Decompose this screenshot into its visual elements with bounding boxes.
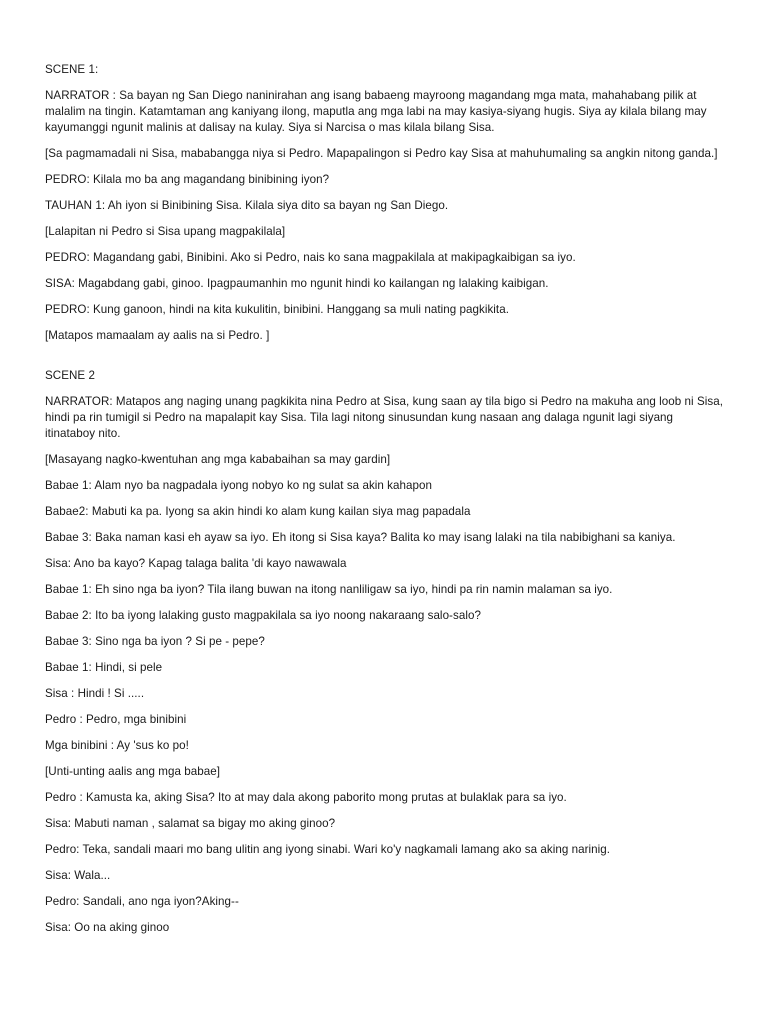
dialogue-line: Pedro: Teka, sandali maari mo bang ulitin ang iyong sinabi. Wari ko'y nagkamali lamang ako sa aking narinig. [45, 843, 611, 856]
scene-2 [45, 368, 725, 936]
dialogue-line: Pedro : Pedro, mga binibini [45, 713, 187, 726]
stage-direction: [Lalapitan ni Pedro si Sisa upang magpakilala] [45, 225, 286, 238]
dialogue-line: Sisa: Ano ba kayo? Kapag talaga balita 'di kayo nawawala [45, 557, 347, 570]
dialogue-line: Sisa: Mabuti naman , salamat sa bigay mo aking ginoo? [45, 817, 336, 830]
dialogue-line: PEDRO: Kung ganoon, hindi na kita kukulitin, binibini. Hanggang sa muli nating pagkikita. [45, 303, 509, 316]
dialogue-line: Babae 2: Ito ba iyong lalaking gusto magpakilala sa iyo noong nakaraang salo-salo? [45, 609, 481, 622]
dialogue-line: Mga binibini : Ay 'sus ko po! [45, 739, 189, 752]
stage-direction: [Sa pagmamadali ni Sisa, mababangga niya si Pedro. Mapapalingon si Pedro kay Sisa at mahuhumaling sa angkin nitong ganda.] [45, 147, 718, 160]
narrator-paragraph: NARRATOR : Sa bayan ng San Diego naninirahan ang isang babaeng mayroong magandang mga mata, mahahabang pilik at malalim na tingin. Katamtaman ang kaniyang ilong, maputla ang mga labi na may kasiya-siyang hugis. Siya ay kilala bilang may kayumanggi ngunit malinis at dalisay na kulay. Siya si Narcisa o mas kilala bilang Sisa. [45, 89, 707, 134]
dialogue-line: Pedro: Sandali, ano nga iyon?Aking-- [45, 895, 239, 908]
dialogue-line: Sisa: Oo na aking ginoo [45, 921, 170, 934]
scene-heading: SCENE 2 [45, 369, 95, 382]
dialogue-line: Sisa: Wala... [45, 869, 111, 882]
dialogue-line: Babae 1: Alam nyo ba nagpadala iyong nobyo ko ng sulat sa akin kahapon [45, 479, 433, 492]
dialogue-line: Babae 3: Sino nga ba iyon ? Si pe - pepe? [45, 635, 265, 648]
dialogue-line: Pedro : Kamusta ka, aking Sisa? Ito at may dala akong paborito mong prutas at bulaklak para sa iyo. [45, 791, 567, 804]
dialogue-line: SISA: Magabdang gabi, ginoo. Ipagpaumanhin mo ngunit hindi ko kailangan ng lalaking kaibigan. [45, 277, 549, 290]
scene-1 [45, 62, 725, 344]
dialogue-line: Babae 1: Hindi, si pele [45, 661, 163, 674]
dialogue-line: PEDRO: Kilala mo ba ang magandang binibining iyon? [45, 173, 330, 186]
dialogue-line: Babae 3: Baka naman kasi eh ayaw sa iyo. Eh itong si Sisa kaya? Balita ko may isang lalaki na tila nabibighani sa kaniya. [45, 531, 676, 544]
narrator-paragraph: NARRATOR: Matapos ang naging unang pagkikita nina Pedro at Sisa, kung saan ay tila bigo si Pedro na makuha ang loob ni Sisa, hindi pa rin tumigil si Pedro na mapalapit kay Sisa. Tila lagi nitong sinusundan kung nasaan ang dalaga ngunit lagi siyang itinataboy nito. [45, 395, 723, 440]
dialogue-line: Babae 1: Eh sino nga ba iyon? Tila ilang buwan na itong nanliligaw sa iyo, hindi pa rin namin malaman sa iyo. [45, 583, 613, 596]
dialogue-line: Babae2: Mabuti ka pa. Iyong sa akin hindi ko alam kung kailan siya mag papadala [45, 505, 471, 518]
document-content [45, 62, 725, 946]
stage-direction: [Unti-unting aalis ang mga babae] [45, 765, 221, 778]
dialogue-line: TAUHAN 1: Ah iyon si Binibining Sisa. Kilala siya dito sa bayan ng San Diego. [45, 199, 449, 212]
stage-direction: [Masayang nagko-kwentuhan ang mga kababaihan sa may gardin] [45, 453, 391, 466]
dialogue-line: Sisa : Hindi ! Si ..... [45, 687, 145, 700]
dialogue-line: PEDRO: Magandang gabi, Binibini. Ako si Pedro, nais ko sana magpakilala at makipagkaibigan sa iyo. [45, 251, 576, 264]
stage-direction: [Matapos mamaalam ay aalis na si Pedro. ] [45, 329, 270, 342]
scene-heading: SCENE 1: [45, 63, 99, 76]
